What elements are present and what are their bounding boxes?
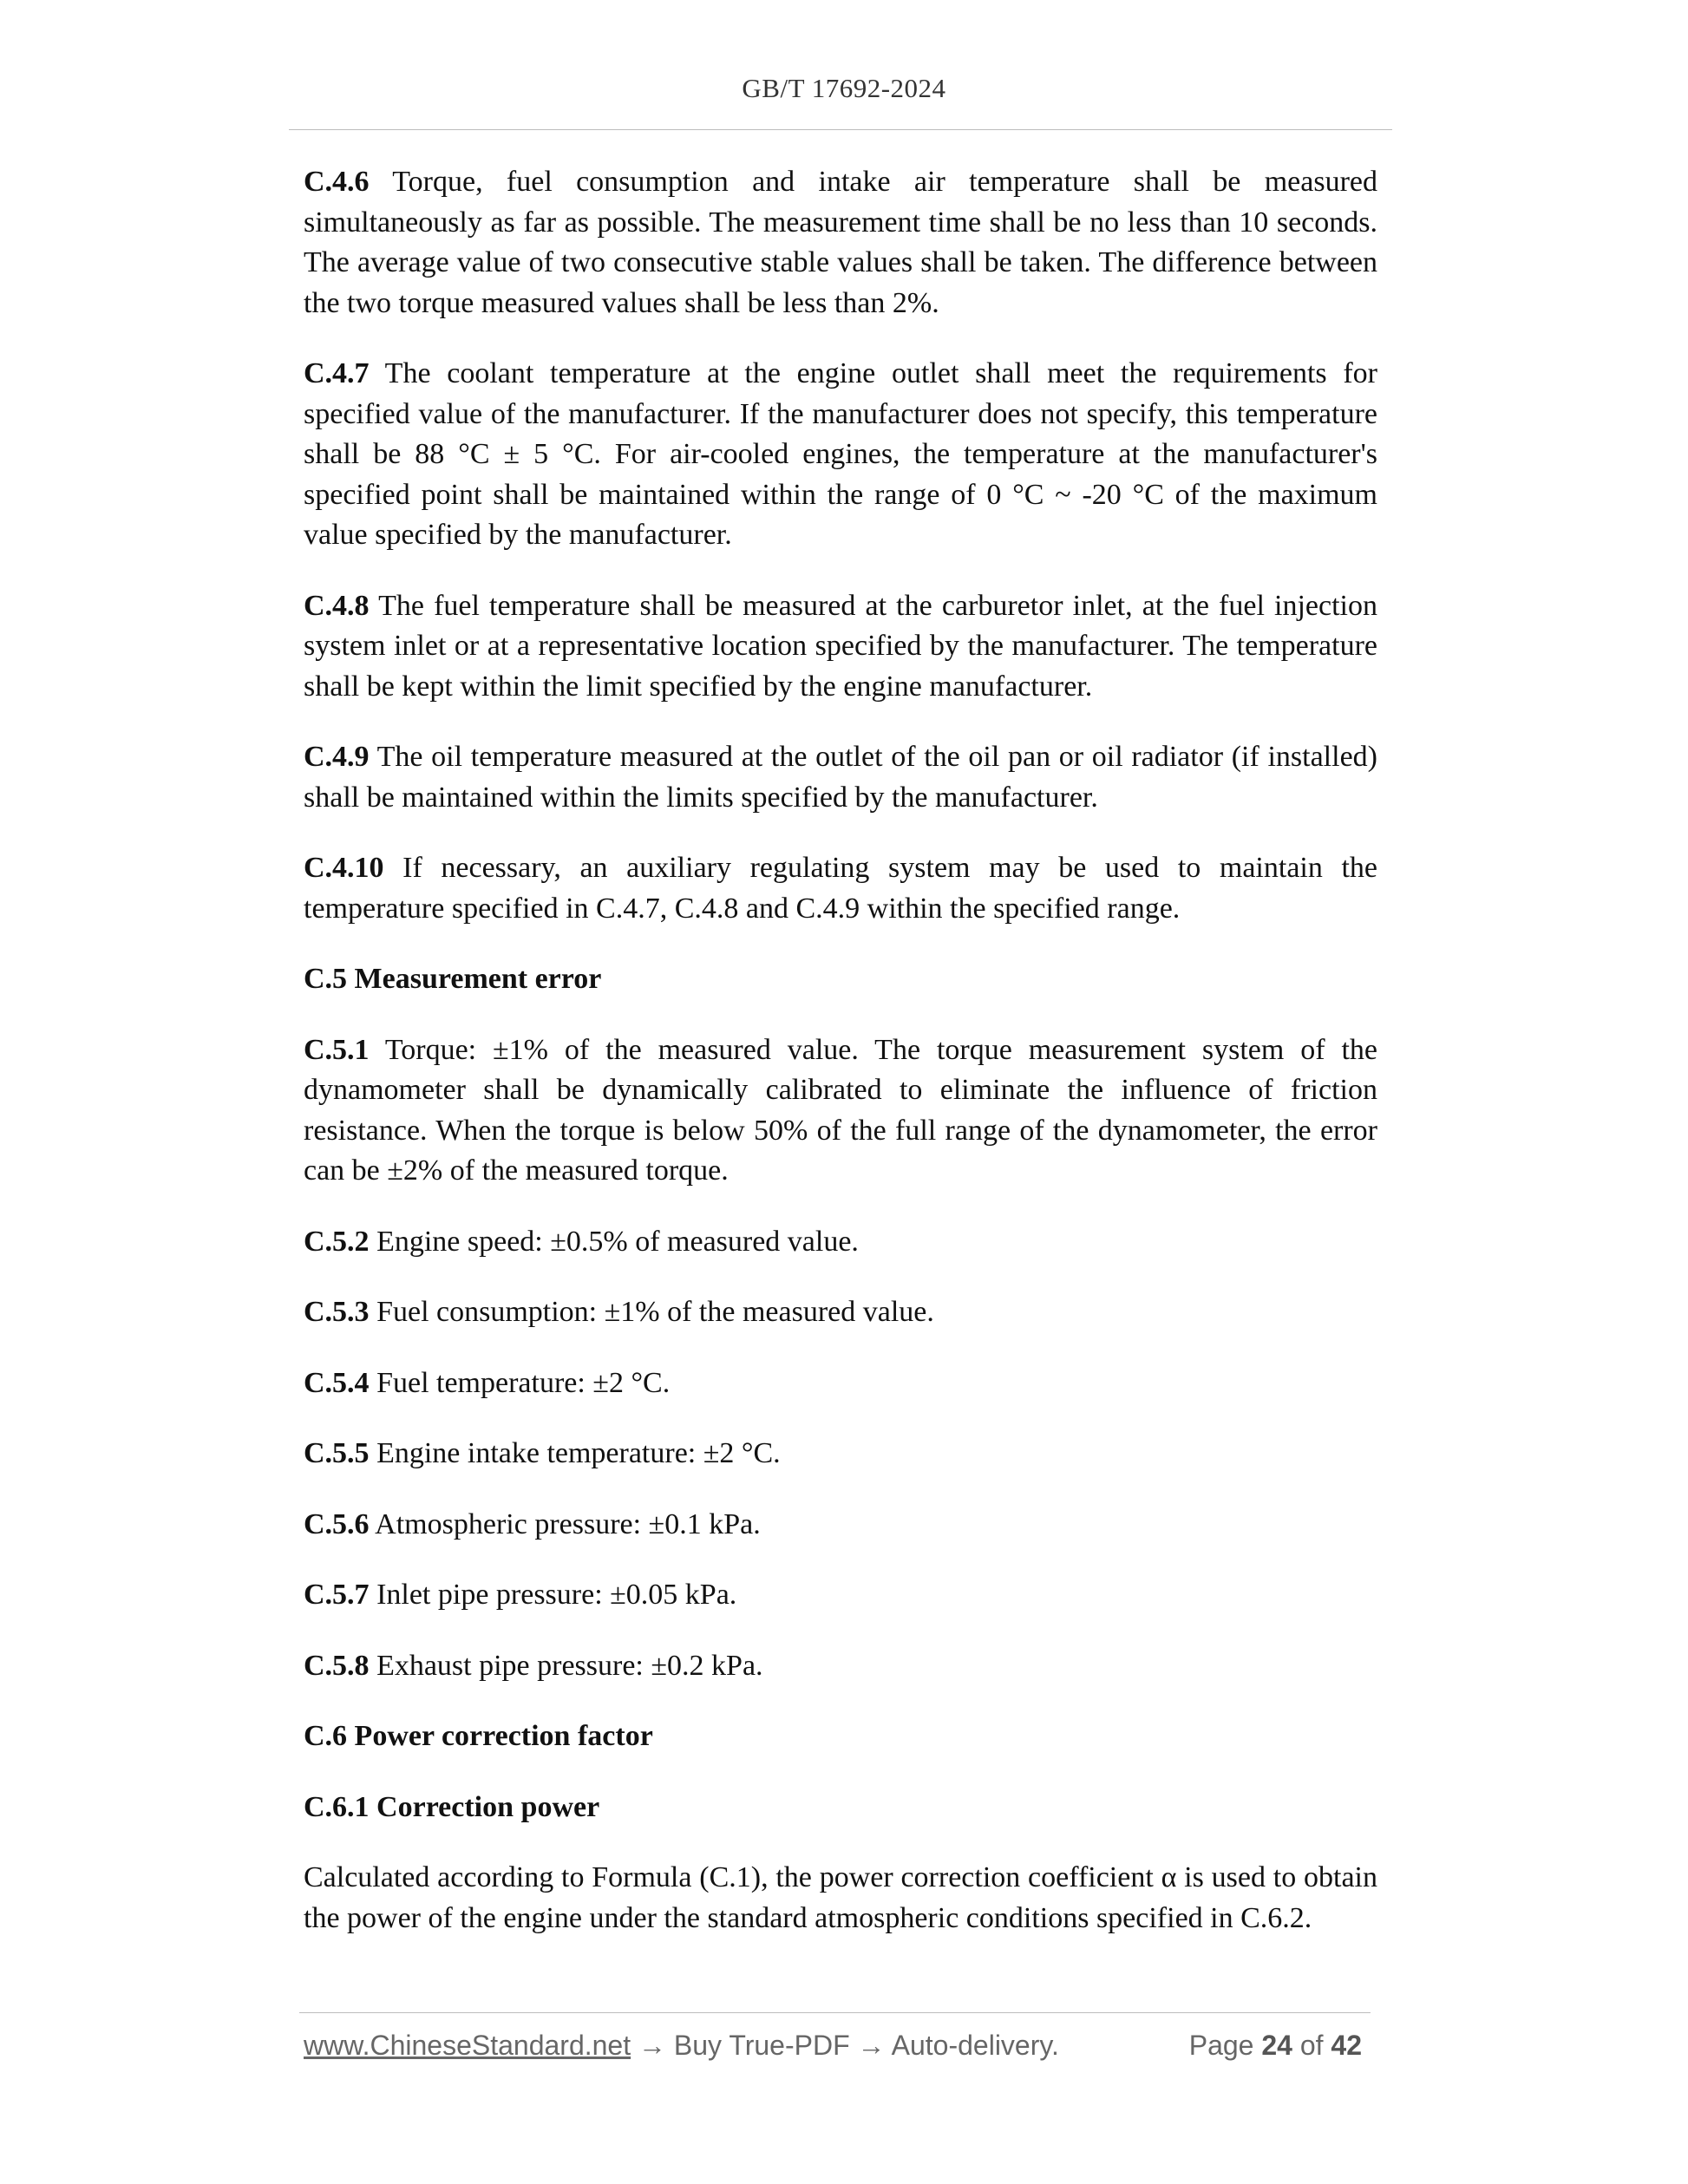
clause-text: The coolant temperature at the engine outlet shall meet the requirements for specified value of the manufacturer. If the manufacturer does not specify, this temperature shall be 88 °C ± 5 °C. For air-cooled engines, the temperature at the manufacturer's specified point shall be maintained within the range of 0 °C ~ -20 °C of the maximum value specified by the manufacturer. [304,357,1377,551]
buy-true-pdf-text: Buy True-PDF [673,2030,850,2061]
clause-c-4-9 [304,737,1377,818]
clause-number: C.4.6 [304,166,370,198]
page-number [1189,2030,1362,2062]
clause-text: Engine speed: ±0.5% of measured value. [369,1225,859,1258]
clause-number: C.5.7 [304,1579,370,1611]
clause-c-4-10 [304,848,1377,929]
clause-number: C.4.10 [304,852,384,884]
clause-text: If necessary, an auxiliary regulating system may be used to maintain the temperature specified in C.4.7, C.4.8 and C.4.9 within the specified range. [304,852,1377,925]
clause-number: C.5.5 [304,1437,370,1469]
section-heading-c-6-1: C.6.1 Correction power [304,1790,600,1823]
clause-number: C.4.8 [304,589,370,622]
section-heading-c-5: C.5 Measurement error [304,963,602,995]
clause-c-5-3 [304,1292,1377,1333]
auto-delivery-text: Auto-delivery. [891,2030,1059,2061]
site-link[interactable]: www.ChineseStandard.net [304,2030,631,2061]
page-current: 24 [1261,2030,1292,2061]
clause-number: C.5.6 [304,1507,370,1540]
clause-text: Atmospheric pressure: ±0.1 kPa. [369,1507,761,1540]
clause-text: Torque, fuel consumption and intake air temperature shall be measured simultaneously as far as possible. The measurement time shall be no less than 10 seconds. The average value of two consecutive stable values shall be taken. The difference between the two torque measured values shall be less than 2%. [304,166,1377,319]
clause-number: C.5.3 [304,1296,370,1328]
clause-text: The fuel temperature shall be measured at the carburetor inlet, at the fuel injection system inlet or at a representative location specified by the manufacturer. The temperature shall be kept within the limit specified by the engine manufacturer. [304,589,1377,703]
footer-divider [299,2012,1371,2013]
clause-number: C.4.9 [304,741,370,773]
clause-text: Exhaust pipe pressure: ±0.2 kPa. [369,1649,763,1682]
page-total: 42 [1331,2030,1362,2061]
page-of: of [1299,2030,1324,2061]
clause-c-5-4 [304,1363,1377,1404]
paragraph-correction-power: Calculated according to Formula (C.1), the power correction coefficient α is used to obtain the power of the engine under the standard atmospheric conditions specified in C.6.2. [304,1861,1377,1934]
header-divider [289,129,1392,130]
clause-number: C.5.8 [304,1649,370,1682]
clause-c-5-8 [304,1646,1377,1687]
section-heading-c-6: C.6 Power correction factor [304,1720,653,1752]
document-code: GB/T 17692-2024 [742,73,946,103]
arrow-right-icon: → [631,2030,674,2061]
clause-c-4-6 [304,162,1377,324]
clause-c-5-1 [304,1030,1377,1192]
clause-number: C.5.1 [304,1033,370,1066]
clause-text: Inlet pipe pressure: ±0.05 kPa. [369,1579,737,1611]
clause-number: C.5.2 [304,1225,370,1258]
clause-c-5-5 [304,1434,1377,1475]
clause-text: Engine intake temperature: ±2 °C. [369,1437,781,1469]
clause-c-5-2 [304,1222,1377,1263]
clause-c-4-8 [304,586,1377,708]
clause-text: Fuel temperature: ±2 °C. [369,1366,671,1399]
page-header [0,73,1688,104]
footer-promo [304,2030,1059,2062]
clause-number: C.4.7 [304,357,370,389]
page-footer [304,2030,1371,2068]
page-body [304,162,1377,1969]
clause-c-4-7 [304,354,1377,556]
clause-c-5-7 [304,1575,1377,1616]
clause-c-5-6 [304,1505,1377,1546]
clause-number: C.5.4 [304,1366,370,1399]
page-label: Page [1188,2030,1254,2061]
clause-text: Torque: ±1% of the measured value. The torque measurement system of the dynamometer shall be dynamically calibrated to eliminate the influence of friction resistance. When the torque is below 50% of the full range of the dynamometer, the error can be ±2% of the measured torque. [304,1033,1377,1187]
arrow-right-icon: → [849,2030,892,2061]
clause-text: Fuel consumption: ±1% of the measured value. [369,1296,934,1328]
clause-text: The oil temperature measured at the outlet of the oil pan or oil radiator (if installed) shall be maintained within the limits specified by the manufacturer. [304,741,1377,814]
